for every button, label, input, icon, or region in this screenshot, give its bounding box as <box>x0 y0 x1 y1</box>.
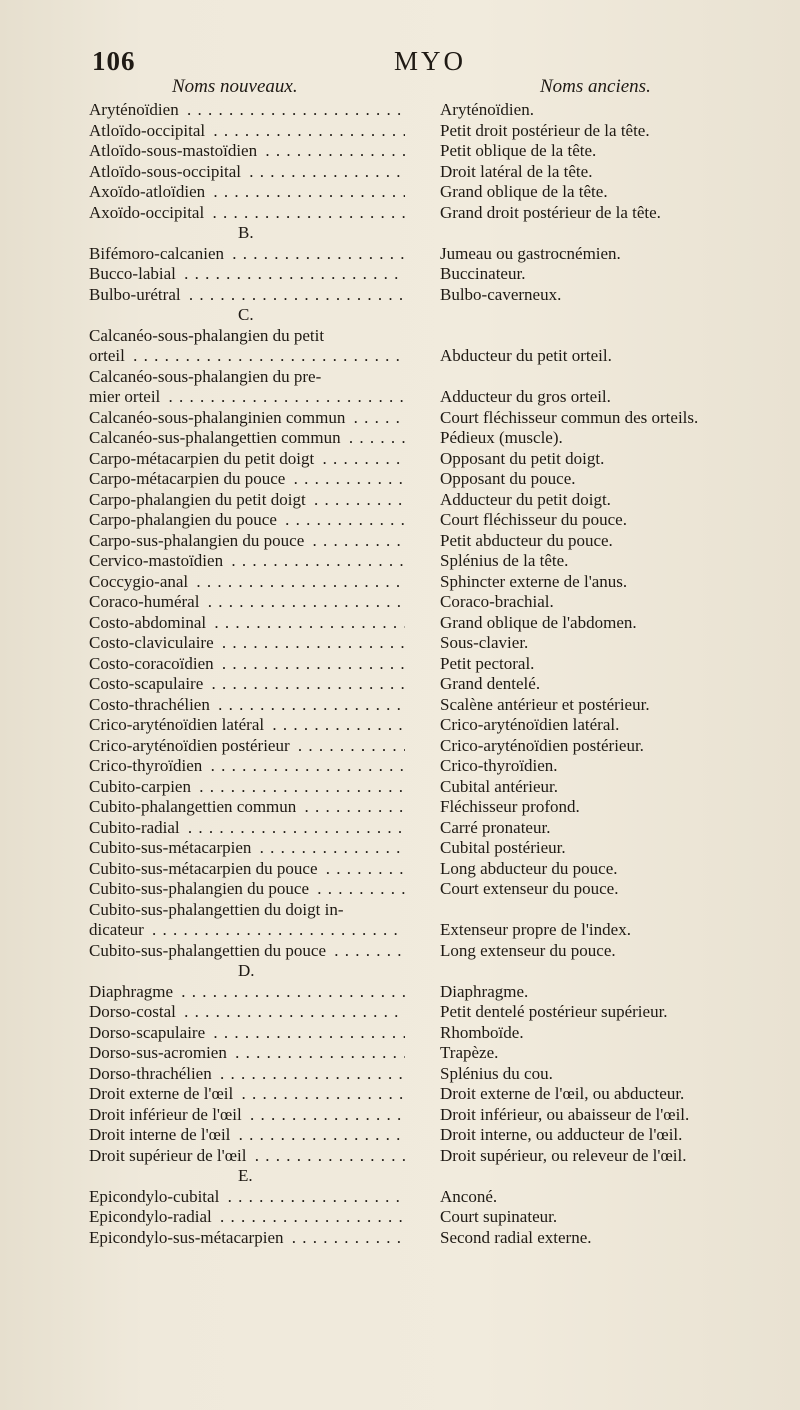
table-row <box>0 367 800 388</box>
table-row <box>0 1228 800 1249</box>
table-row <box>0 1146 800 1167</box>
new-name-cell <box>89 572 405 593</box>
new-name-text: Cubito-sus-phalangettien du doigt in- <box>89 899 344 919</box>
old-name-cell: Droit latéral de la tête. <box>440 161 593 181</box>
table-row <box>0 818 800 839</box>
new-name-text: Dorso-thrachélien <box>89 1063 212 1083</box>
old-name-cell: Grand oblique de la tête. <box>440 182 608 201</box>
new-name-cell <box>89 592 405 613</box>
new-name-cell <box>89 1146 405 1167</box>
new-name-cell <box>89 244 405 265</box>
new-name-text: dicateur <box>89 920 144 939</box>
table-row <box>0 838 800 859</box>
table-row <box>0 285 800 306</box>
new-name-text: Costo-claviculaire <box>89 633 214 652</box>
old-name-cell: Rhomboïde. <box>440 1022 524 1042</box>
new-name-text: Epicondylo-cubital <box>89 1186 220 1206</box>
table-row <box>0 941 800 962</box>
section-letter-text: E. <box>238 1166 253 1185</box>
new-name-cell <box>89 838 405 859</box>
old-name-cell: Scalène antérieur et postérieur. <box>440 694 650 714</box>
new-name-cell <box>89 674 405 695</box>
table-row <box>0 387 800 408</box>
old-name-cell: Court fléchisseur commun des orteils. <box>440 407 699 427</box>
new-name-cell <box>89 182 405 203</box>
table-row <box>0 244 800 265</box>
old-name-cell: Petit dentelé postérieur supérieur. <box>440 1002 668 1021</box>
new-name-text: Diaphragme <box>89 981 174 1001</box>
old-name-cell: Opposant du petit doigt. <box>440 448 605 468</box>
running-title: MYO <box>393 46 466 76</box>
table-row <box>0 182 800 203</box>
new-name-cell <box>89 879 405 900</box>
new-name-cell <box>89 756 405 777</box>
new-name-text: Droit interne de l'œil <box>89 1125 231 1144</box>
new-name-cell <box>89 162 405 183</box>
section-letter-text: C. <box>238 305 254 324</box>
old-name-cell: Trapèze. <box>440 1043 499 1062</box>
section-letter-text: D. <box>238 961 255 980</box>
table-row <box>0 879 800 900</box>
new-name-text: Carpo-phalangien du petit doigt <box>89 489 306 509</box>
old-name-cell: Cubital postérieur. <box>440 838 566 857</box>
table-row <box>0 346 800 367</box>
new-name-text: Coccygio-anal <box>89 571 189 591</box>
new-name-text: Carpo-métacarpien du pouce <box>89 469 286 488</box>
old-name-cell: Court fléchisseur du pouce. <box>440 510 627 529</box>
new-name-cell <box>89 1023 405 1044</box>
new-name-text: Costo-thrachélien <box>89 694 210 714</box>
new-name-text: orteil <box>89 346 125 365</box>
old-name-cell: Anconé. <box>440 1186 498 1206</box>
new-name-text: Carpo-sus-phalangien du pouce <box>89 530 305 550</box>
new-name-text: Bulbo-urétral <box>89 284 181 304</box>
new-name-cell <box>89 613 405 634</box>
new-name-text: Atloïdo-sous-mastoïdien <box>89 141 258 160</box>
new-name-text: mier orteil <box>89 387 161 406</box>
table-row <box>0 469 800 490</box>
new-name-text: Droit supérieur de l'œil <box>89 1145 247 1165</box>
table-row <box>0 736 800 757</box>
new-name-text: Cubito-carpien <box>89 776 191 796</box>
old-name-cell: Droit supérieur, ou releveur de l'œil. <box>440 1145 687 1165</box>
new-name-cell <box>89 285 405 306</box>
new-name-cell <box>89 654 405 675</box>
old-name-cell: Petit droit postérieur de la tête. <box>440 120 650 140</box>
new-name-text: Crico-thyroïdien <box>89 756 203 775</box>
new-name-cell <box>89 428 405 449</box>
table-row <box>0 1002 800 1023</box>
new-name-text: Coraco-huméral <box>89 592 200 611</box>
old-name-cell: Petit abducteur du pouce. <box>440 530 613 550</box>
table-row <box>0 428 800 449</box>
old-name-cell: Court supinateur. <box>440 1207 558 1226</box>
new-name-cell <box>89 818 405 839</box>
old-name-cell: Second radial externe. <box>440 1227 592 1247</box>
old-name-cell: Carré pronateur. <box>440 817 551 837</box>
old-name-cell: Grand droit postérieur de la tête. <box>440 202 661 222</box>
new-name-text: Cubito-phalangettien commun <box>89 797 297 816</box>
new-name-cell <box>89 141 405 162</box>
old-name-cell: Aryténoïdien. <box>440 100 534 119</box>
new-name-text: Atloïdo-occipital <box>89 120 206 140</box>
table-row <box>0 264 800 285</box>
new-name-cell <box>89 1228 405 1249</box>
new-name-cell <box>89 777 405 798</box>
table-row <box>0 674 800 695</box>
new-name-cell <box>89 531 405 552</box>
old-name-cell: Sphincter externe de l'anus. <box>440 571 628 591</box>
table-row <box>0 1125 800 1146</box>
new-name-text: Crico-aryténoïdien latéral <box>89 715 265 734</box>
old-name-cell: Pédieux (muscle). <box>440 428 563 447</box>
new-name-text: Bifémoro-calcanien <box>89 243 224 263</box>
new-name-cell <box>89 982 405 1003</box>
column-heading-new-names: Noms nouveaux. <box>172 76 298 97</box>
new-name-cell <box>89 264 405 285</box>
old-name-cell: Droit inférieur, ou abaisseur de l'œil. <box>440 1104 690 1124</box>
old-name-cell: Adducteur du petit doigt. <box>440 489 611 509</box>
table-row <box>0 695 800 716</box>
table-row <box>0 1023 800 1044</box>
new-name-text: Costo-scapulaire <box>89 674 204 693</box>
old-name-cell: Droit externe de l'œil, ou abducteur. <box>440 1084 685 1103</box>
new-name-cell <box>89 121 405 142</box>
new-name-text: Calcanéo-sus-phalangettien commun <box>89 428 341 447</box>
new-name-cell <box>89 469 405 490</box>
table-row <box>0 326 800 347</box>
old-name-cell: Diaphragme. <box>440 981 529 1001</box>
new-name-text: Carpo-métacarpien du petit doigt <box>89 448 315 468</box>
old-name-cell: Crico-aryténoïdien postérieur. <box>440 735 644 755</box>
new-name-text: Carpo-phalangien du pouce <box>89 510 277 529</box>
new-name-cell <box>89 736 405 757</box>
old-name-cell: Petit oblique de la tête. <box>440 141 597 160</box>
old-name-cell: Jumeau ou gastrocnémien. <box>440 243 621 263</box>
old-name-cell: Grand oblique de l'abdomen. <box>440 612 637 632</box>
section-letter <box>0 1166 800 1187</box>
old-name-cell: Extenseur propre de l'index. <box>440 920 631 939</box>
table-row <box>0 592 800 613</box>
new-name-text: Axoïdo-occipital <box>89 202 205 222</box>
old-name-cell: Coraco-brachial. <box>440 592 554 611</box>
new-name-text: Cubito-sus-phalangien du pouce <box>89 879 310 898</box>
table-row <box>0 1064 800 1085</box>
new-name-cell <box>89 900 405 921</box>
table-row <box>0 100 800 121</box>
table-row <box>0 408 800 429</box>
old-name-cell: Opposant du pouce. <box>440 469 576 488</box>
new-name-text: Cubito-sus-métacarpien <box>89 838 252 857</box>
new-name-text: Dorso-sus-acromien <box>89 1043 227 1062</box>
table-row <box>0 1207 800 1228</box>
new-name-cell <box>89 715 405 736</box>
new-name-cell <box>89 695 405 716</box>
table-row <box>0 1084 800 1105</box>
new-name-cell <box>89 449 405 470</box>
new-name-cell <box>89 1043 405 1064</box>
table-row <box>0 633 800 654</box>
table-row <box>0 654 800 675</box>
table-row <box>0 141 800 162</box>
new-name-text: Cubito-radial <box>89 817 180 837</box>
new-name-text: Calcanéo-sous-phalangien du petit <box>89 325 325 345</box>
new-name-text: Droit externe de l'œil <box>89 1084 234 1103</box>
new-name-cell <box>89 1187 405 1208</box>
new-name-cell <box>89 1002 405 1023</box>
old-name-cell: Buccinateur. <box>440 264 526 283</box>
table-row <box>0 449 800 470</box>
new-name-text: Epicondylo-sus-métacarpien <box>89 1227 284 1247</box>
new-name-cell <box>89 510 405 531</box>
table-row <box>0 756 800 777</box>
muscle-name-table <box>0 100 800 1248</box>
new-name-cell <box>89 367 405 388</box>
section-letter-text: B. <box>238 223 254 242</box>
page-number: 106 <box>92 46 136 76</box>
new-name-cell <box>89 1064 405 1085</box>
new-name-text: Cubito-sus-métacarpien du pouce <box>89 858 318 878</box>
new-name-cell <box>89 326 405 347</box>
table-row <box>0 203 800 224</box>
page-header <box>0 46 800 86</box>
new-name-cell <box>89 859 405 880</box>
column-heading-old-names: Noms anciens. <box>540 76 651 97</box>
new-name-cell <box>89 346 405 367</box>
new-name-cell <box>89 1207 405 1228</box>
new-name-text: Dorso-scapulaire <box>89 1022 206 1042</box>
old-name-cell: Grand dentelé. <box>440 674 541 693</box>
old-name-cell: Sous-clavier. <box>440 633 529 652</box>
new-name-text: Calcanéo-sous-phalangien du pre- <box>89 366 322 386</box>
new-name-cell <box>89 387 405 408</box>
table-row <box>0 1043 800 1064</box>
table-row <box>0 490 800 511</box>
table-row <box>0 982 800 1003</box>
table-row <box>0 613 800 634</box>
old-name-cell: Long abducteur du pouce. <box>440 858 618 878</box>
new-name-text: Costo-abdominal <box>89 612 207 632</box>
new-name-text: Calcanéo-sous-phalanginien commun <box>89 407 346 427</box>
new-name-text: Bucco-labial <box>89 264 176 283</box>
new-name-cell <box>89 1084 405 1105</box>
old-name-cell: Cubital antérieur. <box>440 776 559 796</box>
old-name-cell: Long extenseur du pouce. <box>440 940 616 960</box>
table-row <box>0 900 800 921</box>
new-name-text: Dorso-costal <box>89 1002 176 1021</box>
new-name-cell <box>89 408 405 429</box>
old-name-cell: Abducteur du petit orteil. <box>440 346 612 365</box>
old-name-cell: Court extenseur du pouce. <box>440 879 619 898</box>
table-row <box>0 121 800 142</box>
table-row <box>0 510 800 531</box>
new-name-text: Crico-aryténoïdien postérieur <box>89 735 290 755</box>
new-name-text: Axoïdo-atloïdien <box>89 182 206 201</box>
section-letter <box>0 223 800 244</box>
table-row <box>0 551 800 572</box>
new-name-text: Costo-coracoïdien <box>89 653 214 673</box>
old-name-cell: Splénius du cou. <box>440 1063 553 1083</box>
old-name-cell: Crico-thyroïdien. <box>440 756 558 775</box>
section-letter <box>0 305 800 326</box>
old-name-cell: Fléchisseur profond. <box>440 797 580 816</box>
table-row <box>0 1187 800 1208</box>
old-name-cell: Splénius de la tête. <box>440 551 569 570</box>
old-name-cell: Adducteur du gros orteil. <box>440 387 611 406</box>
old-name-cell: Bulbo-caverneux. <box>440 284 562 304</box>
new-name-text: Atloïdo-sous-occipital <box>89 161 242 181</box>
new-name-text: Cervico-mastoïdien <box>89 551 224 570</box>
new-name-cell <box>89 920 405 941</box>
new-name-text: Droit inférieur de l'œil <box>89 1104 242 1124</box>
new-name-cell <box>89 797 405 818</box>
old-name-cell: Crico-aryténoïdien latéral. <box>440 715 620 734</box>
new-name-cell <box>89 490 405 511</box>
new-name-cell <box>89 1105 405 1126</box>
new-name-cell <box>89 941 405 962</box>
table-row <box>0 162 800 183</box>
new-name-cell <box>89 1125 405 1146</box>
table-row <box>0 1105 800 1126</box>
section-letter <box>0 961 800 982</box>
old-name-cell: Petit pectoral. <box>440 653 535 673</box>
table-row <box>0 797 800 818</box>
new-name-text: Cubito-sus-phalangettien du pouce <box>89 940 327 960</box>
new-name-text: Epicondylo-radial <box>89 1207 212 1226</box>
table-row <box>0 859 800 880</box>
table-row <box>0 715 800 736</box>
new-name-cell <box>89 633 405 654</box>
new-name-cell <box>89 203 405 224</box>
new-name-cell <box>89 551 405 572</box>
old-name-cell: Droit interne, ou adducteur de l'œil. <box>440 1125 683 1144</box>
table-row <box>0 777 800 798</box>
table-row <box>0 920 800 941</box>
table-row <box>0 572 800 593</box>
new-name-cell <box>89 100 405 121</box>
new-name-text: Aryténoïdien <box>89 100 179 119</box>
table-row <box>0 531 800 552</box>
